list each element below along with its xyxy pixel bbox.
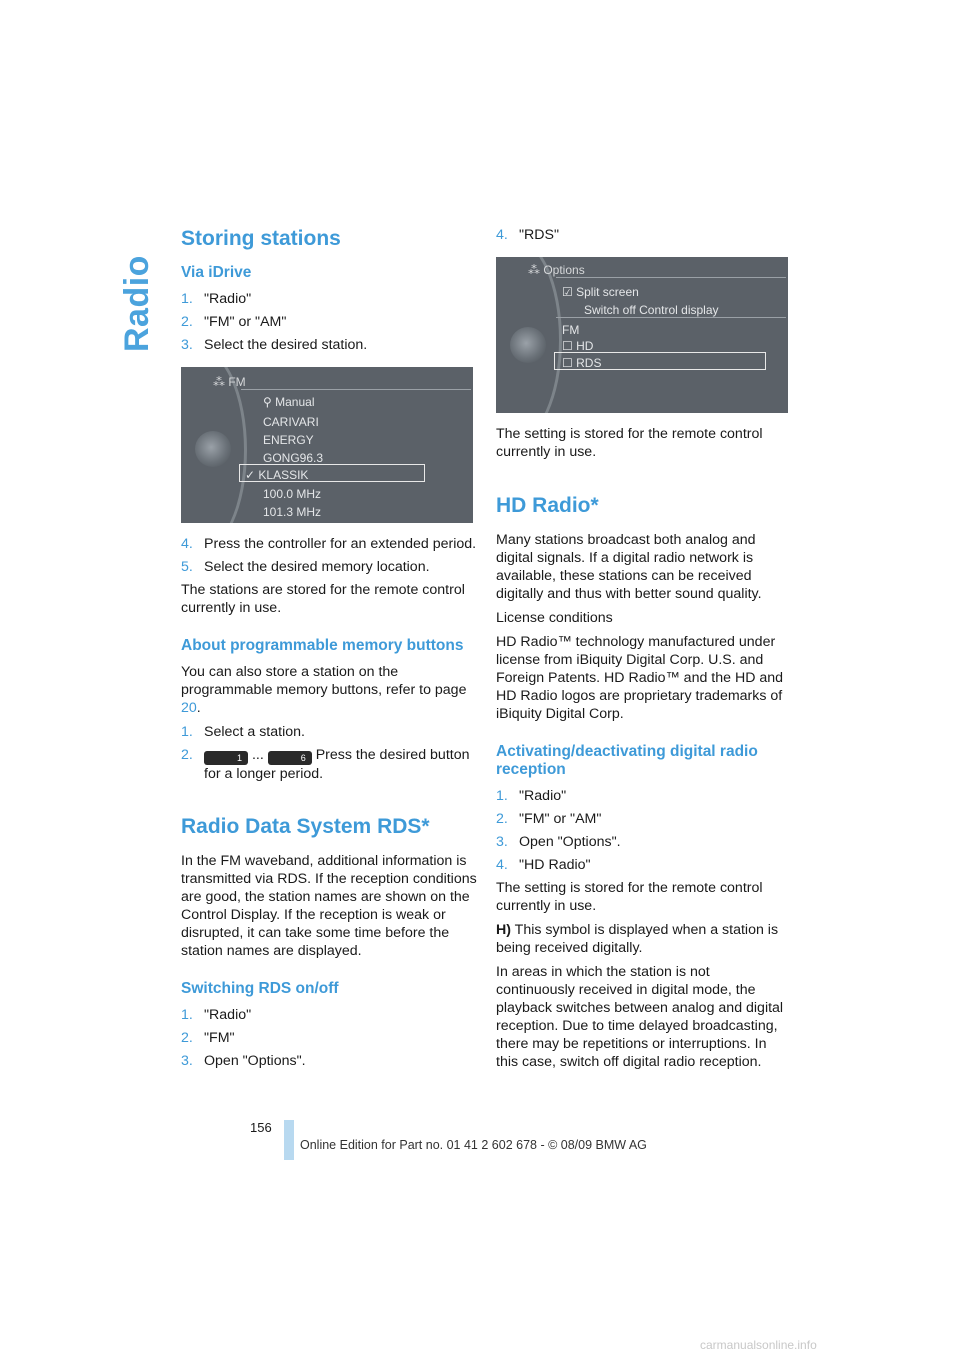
- options-icon: ⁂: [528, 263, 540, 277]
- checkbox-icon: ☐: [562, 356, 573, 370]
- paragraph-license-heading: License conditions: [496, 610, 613, 626]
- paragraph-setting-stored-2: The setting is stored for the remote control currently in use.: [496, 880, 763, 914]
- watermark: carmanualsonline.info: [700, 1338, 817, 1352]
- controller-knob-image: [510, 327, 546, 363]
- paragraph-memory: You can also store a station on the programmable memory buttons, refer to page 20.: [181, 664, 467, 716]
- paragraph-rds: In the FM waveband, additional information is transmitted via RDS. If the reception conditions are good, the station names are shown on the Control Display. If the reception is weak or disrupted, it can take some time before the station names are displayed.: [181, 853, 477, 959]
- paragraph-license: HD Radio™ technology manufactured under license from iBiquity Digital Corp. U.S. and Foreign Patents. HD Radio™ and the HD and HD Radio logos are proprietary trademarks of iBiquity Digital Corp.: [496, 634, 784, 722]
- options-screenshot: ⁂ Options ☑ Split screen Switch off Control display FM ☐ HD ☐ RDS: [496, 257, 788, 413]
- checkbox-checked-icon: ☑: [562, 285, 573, 299]
- paragraph-hd: Many stations broadcast both analog and digital signals. If a digital radio network is available, these stations can be received digitally and thus with better sound quality.: [496, 532, 762, 602]
- heading-hd-radio: HD Radio*: [496, 494, 599, 517]
- list-item: 1. "Radio": [181, 1007, 252, 1023]
- heading-storing-stations: Storing stations: [181, 227, 341, 250]
- hd-digital-icon: H): [496, 922, 511, 938]
- check-icon: ✓: [245, 468, 256, 482]
- list-item: 2. "FM" or "AM": [496, 811, 602, 827]
- list-item: 1. "Radio": [181, 291, 252, 307]
- list-item: 1. "Radio": [496, 788, 567, 804]
- list-item: 3. Open "Options".: [496, 834, 621, 850]
- list-item: 2. 1 ... 6 Press the desired button for a longer period.: [181, 747, 470, 782]
- fm-station-list-screenshot: ⁂ FM ⚲ Manual CARIVARI ENERGY GONG96.3 ✓ KLASSIK 100.0 MHz 101.3 MHz: [181, 367, 473, 523]
- paragraph-hd-symbol: H) This symbol is displayed when a station is being received digitally.: [496, 922, 779, 956]
- list-item: 1. Select a station.: [181, 724, 305, 740]
- footer-edition-text: Online Edition for Part no. 01 41 2 602 678 - © 08/09 BMW AG: [300, 1138, 647, 1152]
- page-link[interactable]: 20: [181, 700, 197, 716]
- controller-knob-image: [195, 431, 231, 467]
- chapter-side-title: Radio: [118, 255, 156, 352]
- search-icon: ⚲: [263, 395, 272, 409]
- list-item: 2. "FM": [181, 1030, 235, 1046]
- heading-activating: Activating/deactivating digital radio reception: [496, 743, 758, 778]
- left-column: [181, 226, 477, 1075]
- list-item: 3. Select the desired station.: [181, 337, 368, 353]
- memory-button-6-icon: 6: [268, 751, 312, 765]
- fm-icon: ⁂: [213, 375, 225, 389]
- list-item: 2. "FM" or "AM": [181, 314, 287, 330]
- page-number: 156: [250, 1120, 272, 1135]
- heading-switching-rds: Switching RDS on/off: [181, 980, 339, 997]
- heading-memory-buttons: About programmable memory buttons: [181, 637, 464, 654]
- list-item: 4. "HD Radio": [496, 857, 591, 873]
- list-item: 4. Press the controller for an extended period.: [181, 536, 477, 552]
- paragraph-areas: In areas in which the station is not continuously received in digital mode, the playback switches between analog and digital reception. Due to time delayed broadcasting, there may be repetitions or interruptions. In this case, switch off digital radio reception.: [496, 964, 784, 1070]
- list-item: 4. "RDS": [496, 227, 560, 243]
- footer-accent-bar: [284, 1120, 294, 1160]
- list-item: 5. Select the desired memory location.: [181, 559, 430, 575]
- list-item: 3. Open "Options".: [181, 1053, 306, 1069]
- paragraph-stored: The stations are stored for the remote control currently in use.: [181, 582, 465, 616]
- paragraph-setting-stored: The setting is stored for the remote control currently in use.: [496, 426, 763, 460]
- memory-button-1-icon: 1: [204, 751, 248, 765]
- checkbox-icon: ☐: [562, 339, 573, 353]
- heading-via-idrive: Via iDrive: [181, 264, 252, 281]
- heading-rds: Radio Data System RDS*: [181, 815, 430, 838]
- right-column: [496, 226, 792, 1077]
